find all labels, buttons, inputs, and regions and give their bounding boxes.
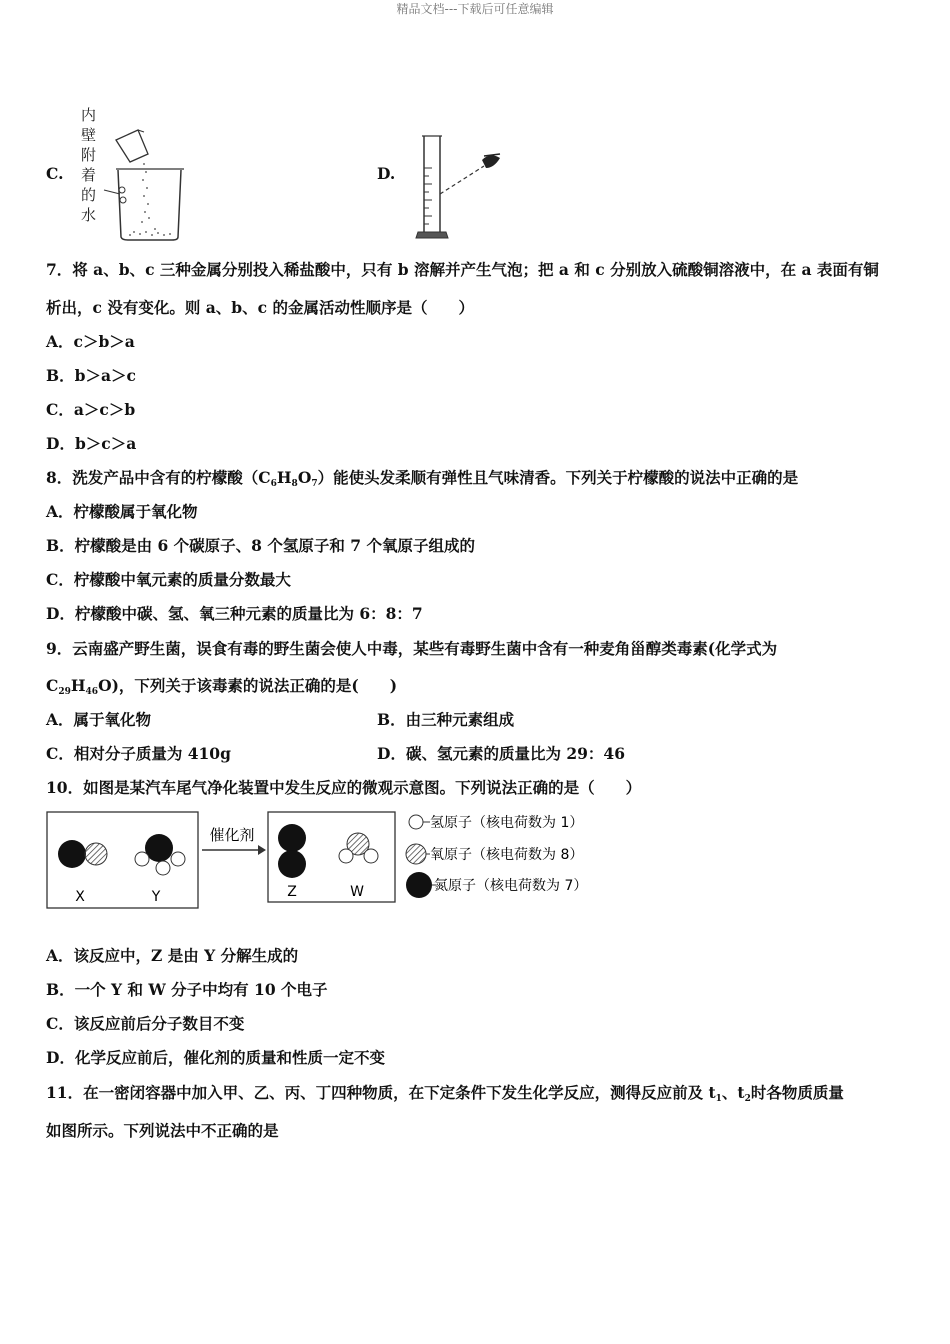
arrow-head — [258, 845, 266, 855]
legend-oxygen-icon — [406, 844, 426, 864]
q7-option-b: B．b＞a＞c — [46, 366, 136, 385]
q7-option-d: D．b＞c＞a — [46, 434, 137, 453]
q8-stem: 8．洗发产品中含有的柠檬酸$(C_6H_8O_7)$能使头发柔顺有弹性且气味清香。下列关于柠檬酸的说法中正确的是 — [46, 468, 799, 489]
q7-stem-line2: 析出，c 没有变化。则 a、b、c 的金属活动性顺序是（ ） — [46, 298, 474, 317]
q8-option-b: B．柠檬酸是由 6 个碳原子、8 个氢原子和 7 个氧原子组成的 — [46, 536, 475, 555]
q9-stem-line1: 9．云南盛产野生菌，误食有毒的野生菌会使人中毒，某些有毒野生菌中含有一种麦角甾醇类毒素(化学式为 — [46, 639, 778, 658]
nitrogen-atom — [278, 850, 306, 878]
label-x: X — [75, 889, 85, 905]
q8-option-a: A．柠檬酸属于氧化物 — [46, 502, 198, 521]
q9-stem-line2: $C_{29}H_{46}O$)，下列关于该毒素的说法正确的是( ) — [46, 676, 398, 697]
q9-option-a: A．属于氧化物 — [46, 710, 152, 729]
note-char: 内 — [81, 106, 97, 124]
cylinder-figure — [410, 132, 510, 244]
nitrogen-atom — [58, 840, 86, 868]
hydrogen-atom — [171, 852, 185, 866]
note-char: 壁 — [81, 126, 97, 144]
q11-stem-line1: 11．在一密闭容器中加入甲、乙、丙、丁四种物质，在下定条件下发生化学反应，测得反应前及 $t_1$、$t_2$时各物质质量 — [46, 1083, 844, 1104]
q10-option-c: C．该反应前后分子数目不变 — [46, 1014, 245, 1033]
legend-hydrogen: 氢原子（核电荷数为 1） — [430, 815, 584, 831]
legend-nitrogen: 氮原子（核电荷数为 7） — [434, 878, 588, 894]
beaker-figure — [76, 102, 196, 247]
q7-option-a: A．c＞b＞a — [46, 332, 135, 351]
nitrogen-atom — [278, 824, 306, 852]
legend-nitrogen-icon — [406, 872, 432, 898]
q10-option-b: B．一个 Y 和 W 分子中均有 10 个电子 — [46, 980, 328, 999]
label-w: W — [350, 884, 364, 900]
hydrogen-atom — [156, 861, 170, 875]
note-char: 着 — [81, 166, 97, 184]
legend-oxygen: 氧原子（核电荷数为 8） — [430, 847, 584, 863]
option-d-label: D. — [377, 164, 396, 183]
q7-option-c: C．a＞c＞b — [46, 400, 136, 419]
legend-hydrogen-icon — [409, 815, 423, 829]
hydrogen-atom — [339, 849, 353, 863]
note-char: 水 — [81, 206, 97, 224]
oxygen-atom — [85, 843, 107, 865]
q9-option-b: B．由三种元素组成 — [377, 710, 515, 729]
q10-stem: 10．如图是某汽车尾气净化装置中发生反应的微观示意图。下列说法正确的是（ ） — [46, 778, 642, 797]
reaction-diagram — [44, 808, 634, 912]
q8-option-d: D．柠檬酸中碳、氢、氧三种元素的质量比为 6：8：7 — [46, 604, 423, 623]
catalyst-label: 催化剂 — [209, 826, 255, 844]
label-z: Z — [287, 884, 297, 900]
q11-stem-line2: 如图所示。下列说法中不正确的是 — [46, 1121, 279, 1140]
option-c-label: C. — [46, 164, 64, 183]
q7-stem-line1: 7．将 a、b、c 三种金属分别投入稀盐酸中，只有 b 溶解并产生气泡；把 a 和 c 分别放入硫酸铜溶液中，在 a 表面有铜 — [46, 260, 879, 279]
note-char: 的 — [81, 186, 97, 204]
page-header: 精品文档---下载后可任意编辑 — [396, 2, 554, 16]
q10-option-d: D．化学反应前后，催化剂的质量和性质一定不变 — [46, 1048, 385, 1067]
q9-option-d: D．碳、氢元素的质量比为 29：46 — [377, 744, 625, 763]
note-char: 附 — [81, 146, 97, 164]
label-y: Y — [151, 889, 161, 905]
q8-option-c: C．柠檬酸中氧元素的质量分数最大 — [46, 570, 291, 589]
hydrogen-atom — [364, 849, 378, 863]
hydrogen-atom — [135, 852, 149, 866]
q10-option-a: A．该反应中，Z 是由 Y 分解生成的 — [46, 946, 299, 965]
q9-option-c: C．相对分子质量为 410g — [46, 744, 231, 763]
